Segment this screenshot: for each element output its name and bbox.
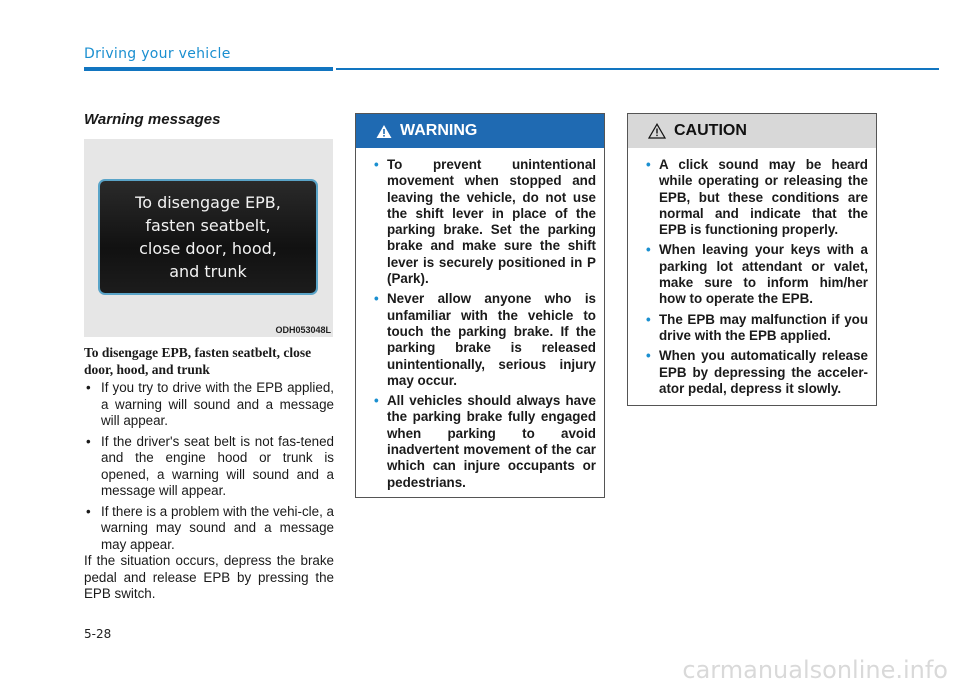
list-item: • Never allow anyone who is unfamiliar with the vehicle to touch the parking brake. If the parking brake is released unintentionally, serious injury may occur. [374,291,596,389]
warning-triangle-icon [376,124,392,139]
figure-code: ODH053048L [275,325,331,335]
list-item: • All vehicles should always have the parking brake fully engaged when parking to avoid inadvertent movement of the car which can injure occupants or pedestrians. [374,393,596,491]
header-rule-thin [336,68,939,70]
list-item: • When you automatically release EPB by depressing the acceler-ator pedal, depress it slowly. [646,348,868,397]
section-title: Driving your vehicle [84,46,231,62]
cluster-display [98,179,318,295]
body-bullet-list [84,380,334,557]
list-item: • To prevent unintentional movement when stopped and leaving the vehicle, do not use the shift lever in place of the parking brake. Set the parking brake and make sure the shift lever is securely positioned in P (Park). [374,157,596,287]
caution-title: CAUTION [674,122,747,139]
subsection-heading: Warning messages [84,111,221,128]
list-item: • The EPB may malfunction if you drive with the EPB applied. [646,312,868,345]
warning-header [356,114,604,148]
figure-caption: To disengage EPB, fasten seatbelt, close door, hood, and trunk [84,345,312,377]
warning-title: WARNING [400,122,478,139]
list-item: • If you try to drive with the EPB applied, a warning will sound and a message will appear. [84,380,334,430]
list-item: • When leaving your keys with a parking lot attendant or valet, make sure to inform him/her how to operate the EPB. [646,242,868,307]
list-item: • If there is a problem with the vehi-cle, a warning may sound and a message may appear. [84,504,334,554]
page-number: 5-28 [84,627,112,641]
caution-triangle-icon [648,123,666,139]
list-item: • If the driver's seat belt is not fas-tened and the engine hood or trunk is opened, a warning will sound and a message will appear. [84,434,334,500]
list-item: • A click sound may be heard while operating or releasing the EPB, but these conditions are normal and indicate that the EPB is functioning properly. [646,157,868,238]
watermark: carmanualsonline.info [682,656,948,684]
cluster-figure [84,139,333,337]
warning-list [356,148,604,491]
cluster-display-text: To disengage EPB, fasten seatbelt, close door, hood, and trunk [135,193,281,281]
warning-box [355,113,605,498]
caution-box [627,113,877,406]
header-rule-thick [84,67,333,71]
caution-list [628,148,876,397]
body-paragraph: If the situation occurs, depress the brake pedal and release EPB by pressing the EPB switch. [84,553,334,601]
caution-header [628,114,876,148]
